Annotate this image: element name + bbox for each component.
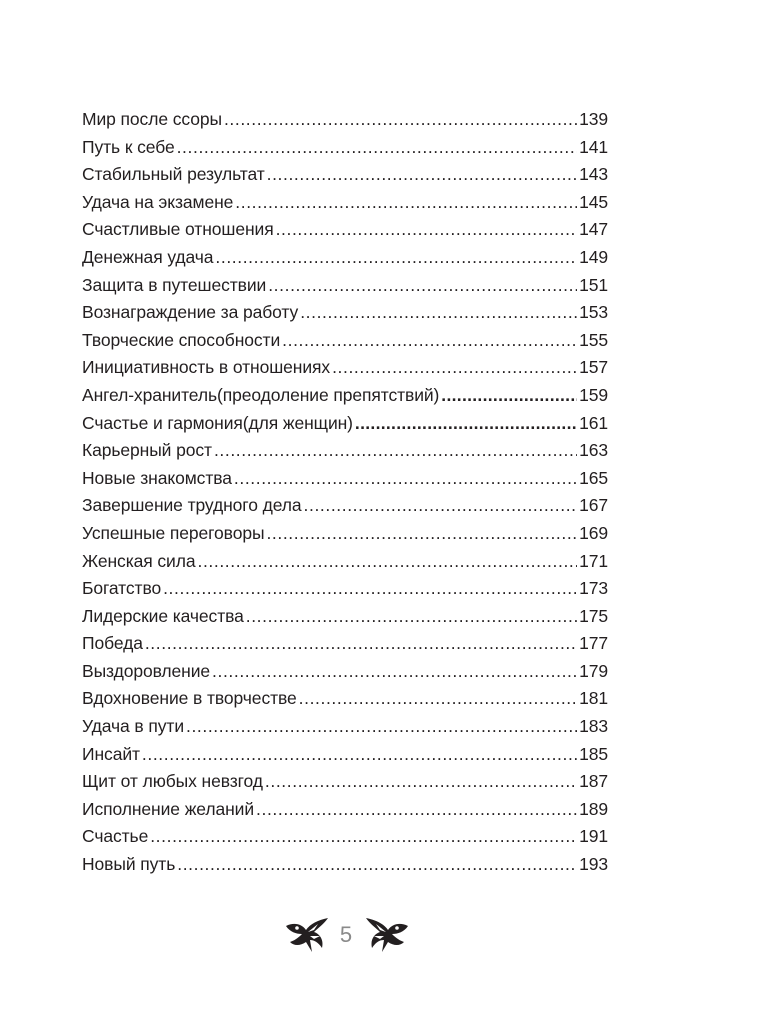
toc-entry-page: 151 bbox=[579, 274, 608, 295]
toc-entry-page: 139 bbox=[579, 109, 608, 129]
toc-entry-title: Новые знакомства bbox=[82, 467, 232, 488]
page-footer bbox=[0, 912, 768, 962]
toc-entry-page: 181 bbox=[579, 688, 608, 709]
toc-entry-title: Ангел-хранитель(преодоление препятствий) bbox=[82, 384, 440, 405]
toc-leader-dots bbox=[212, 658, 577, 686]
toc-entry-title: Инсайт bbox=[82, 743, 140, 764]
toc-leader-dots bbox=[268, 272, 577, 300]
toc-leader-dots bbox=[163, 575, 577, 603]
toc-entry[interactable] bbox=[82, 244, 608, 272]
toc-entry-page: 147 bbox=[579, 219, 608, 240]
toc-entry-page: 175 bbox=[579, 605, 608, 626]
toc-entry-title: Стабильный результат bbox=[82, 164, 265, 185]
toc-entry[interactable] bbox=[82, 465, 608, 493]
toc-entry-title: Исполнение желаний bbox=[82, 798, 255, 819]
toc-entry-page: 193 bbox=[579, 854, 608, 875]
toc-entry-page: 157 bbox=[579, 357, 608, 378]
toc-entry[interactable] bbox=[82, 685, 608, 713]
toc-entry[interactable] bbox=[82, 492, 608, 520]
toc-entry-page: 187 bbox=[579, 771, 608, 792]
toc-entry[interactable] bbox=[82, 741, 608, 769]
toc-leader-dots bbox=[256, 796, 577, 824]
page-number: 5 bbox=[339, 922, 353, 947]
table-of-contents bbox=[82, 106, 608, 879]
toc-entry-page: 189 bbox=[579, 798, 608, 819]
toc-leader-dots bbox=[332, 354, 577, 382]
toc-entry-page: 191 bbox=[579, 826, 608, 847]
toc-entry-title: Выздоровление bbox=[82, 660, 211, 681]
toc-entry-title: Лидерские качества bbox=[82, 605, 244, 626]
toc-entry-title: Победа bbox=[82, 633, 143, 654]
toc-entry[interactable] bbox=[82, 134, 608, 162]
toc-entry[interactable] bbox=[82, 851, 608, 879]
toc-leader-dots bbox=[299, 685, 577, 713]
toc-entry-page: 177 bbox=[579, 633, 608, 654]
toc-entry-page: 185 bbox=[579, 743, 608, 764]
toc-leader-dots bbox=[177, 851, 577, 879]
toc-entry[interactable] bbox=[82, 410, 608, 438]
toc-leader-dots bbox=[235, 189, 577, 217]
toc-entry-page: 141 bbox=[579, 136, 608, 157]
toc-entry-page: 163 bbox=[579, 440, 608, 461]
toc-leader-dots bbox=[441, 382, 577, 410]
toc-entry-title: Вознаграждение за работу bbox=[82, 302, 299, 323]
toc-entry-page: 143 bbox=[579, 164, 608, 185]
toc-entry-page: 161 bbox=[579, 412, 608, 433]
toc-entry[interactable] bbox=[82, 548, 608, 576]
toc-entry-page: 183 bbox=[579, 716, 608, 737]
toc-entry-title: Инициативность в отношениях bbox=[82, 357, 331, 378]
toc-leader-dots bbox=[214, 437, 577, 465]
toc-entry-title: Завершение трудного дела bbox=[82, 495, 302, 516]
toc-entry[interactable] bbox=[82, 823, 608, 851]
toc-entry-title: Богатство bbox=[82, 578, 162, 599]
toc-leader-dots bbox=[186, 713, 577, 741]
toc-leader-dots bbox=[282, 327, 577, 355]
toc-entry-page: 169 bbox=[579, 522, 608, 543]
toc-entry-title: Защита в путешествии bbox=[82, 274, 267, 295]
toc-entry[interactable] bbox=[82, 630, 608, 658]
toc-entry[interactable] bbox=[82, 161, 608, 189]
toc-entry[interactable] bbox=[82, 354, 608, 382]
toc-entry-page: 153 bbox=[579, 302, 608, 323]
toc-leader-dots bbox=[300, 299, 577, 327]
toc-entry[interactable] bbox=[82, 106, 608, 134]
toc-entry-title: Путь к себе bbox=[82, 136, 175, 157]
toc-leader-dots bbox=[355, 410, 577, 438]
toc-entry-title: Счастье и гармония(для женщин) bbox=[82, 412, 353, 433]
toc-leader-dots bbox=[276, 216, 578, 244]
toc-entry-title: Вдохновение в творчестве bbox=[82, 688, 297, 709]
toc-entry-page: 149 bbox=[579, 246, 608, 267]
toc-entry[interactable] bbox=[82, 520, 608, 548]
toc-entry-title: Женская сила bbox=[82, 550, 196, 571]
toc-leader-dots bbox=[145, 630, 577, 658]
toc-entry-title: Творческие способности bbox=[82, 329, 281, 350]
toc-entry-page: 171 bbox=[579, 550, 608, 571]
toc-entry-page: 179 bbox=[579, 660, 608, 681]
toc-entry[interactable] bbox=[82, 713, 608, 741]
toc-entry[interactable] bbox=[82, 272, 608, 300]
toc-entry-page: 165 bbox=[579, 467, 608, 488]
bird-ornament-icon bbox=[362, 912, 410, 958]
toc-leader-dots bbox=[215, 244, 577, 272]
toc-leader-dots bbox=[234, 465, 577, 493]
toc-entry-page: 167 bbox=[579, 495, 608, 516]
toc-entry-page: 173 bbox=[579, 578, 608, 599]
toc-leader-dots bbox=[224, 106, 577, 134]
toc-entry[interactable] bbox=[82, 299, 608, 327]
bird-ornament-icon bbox=[284, 912, 332, 958]
toc-entry-page: 145 bbox=[579, 191, 608, 212]
toc-entry-title: Удача на экзамене bbox=[82, 191, 234, 212]
toc-leader-dots bbox=[177, 134, 578, 162]
toc-entry-page: 155 bbox=[579, 329, 608, 350]
toc-entry[interactable] bbox=[82, 658, 608, 686]
toc-entry-title: Денежная удача bbox=[82, 246, 214, 267]
toc-entry[interactable] bbox=[82, 796, 608, 824]
toc-entry-title: Удача в пути bbox=[82, 716, 184, 737]
toc-entry[interactable] bbox=[82, 189, 608, 217]
toc-leader-dots bbox=[197, 548, 577, 576]
toc-entry-title: Щит от любых невзгод bbox=[82, 771, 263, 792]
toc-leader-dots bbox=[267, 161, 577, 189]
toc-entry[interactable] bbox=[82, 575, 608, 603]
toc-entry-page: 159 bbox=[579, 384, 608, 405]
toc-entry-title: Счастливые отношения bbox=[82, 219, 274, 240]
toc-entry[interactable] bbox=[82, 768, 608, 796]
toc-entry-title: Счастье bbox=[82, 826, 149, 847]
toc-entry-title: Мир после ссоры bbox=[82, 109, 222, 129]
toc-leader-dots bbox=[246, 603, 577, 631]
toc-entry-title: Успешные переговоры bbox=[82, 522, 265, 543]
toc-entry[interactable] bbox=[82, 216, 608, 244]
toc-entry-title: Новый путь bbox=[82, 854, 176, 875]
toc-leader-dots bbox=[150, 823, 577, 851]
toc-entry[interactable] bbox=[82, 437, 608, 465]
toc-entry[interactable] bbox=[82, 603, 608, 631]
toc-leader-dots bbox=[304, 492, 578, 520]
toc-entry-title: Карьерный рост bbox=[82, 440, 212, 461]
toc-leader-dots bbox=[266, 520, 577, 548]
toc-entry[interactable] bbox=[82, 382, 608, 410]
toc-entry[interactable] bbox=[82, 327, 608, 355]
toc-leader-dots bbox=[265, 768, 577, 796]
toc-leader-dots bbox=[142, 741, 577, 769]
